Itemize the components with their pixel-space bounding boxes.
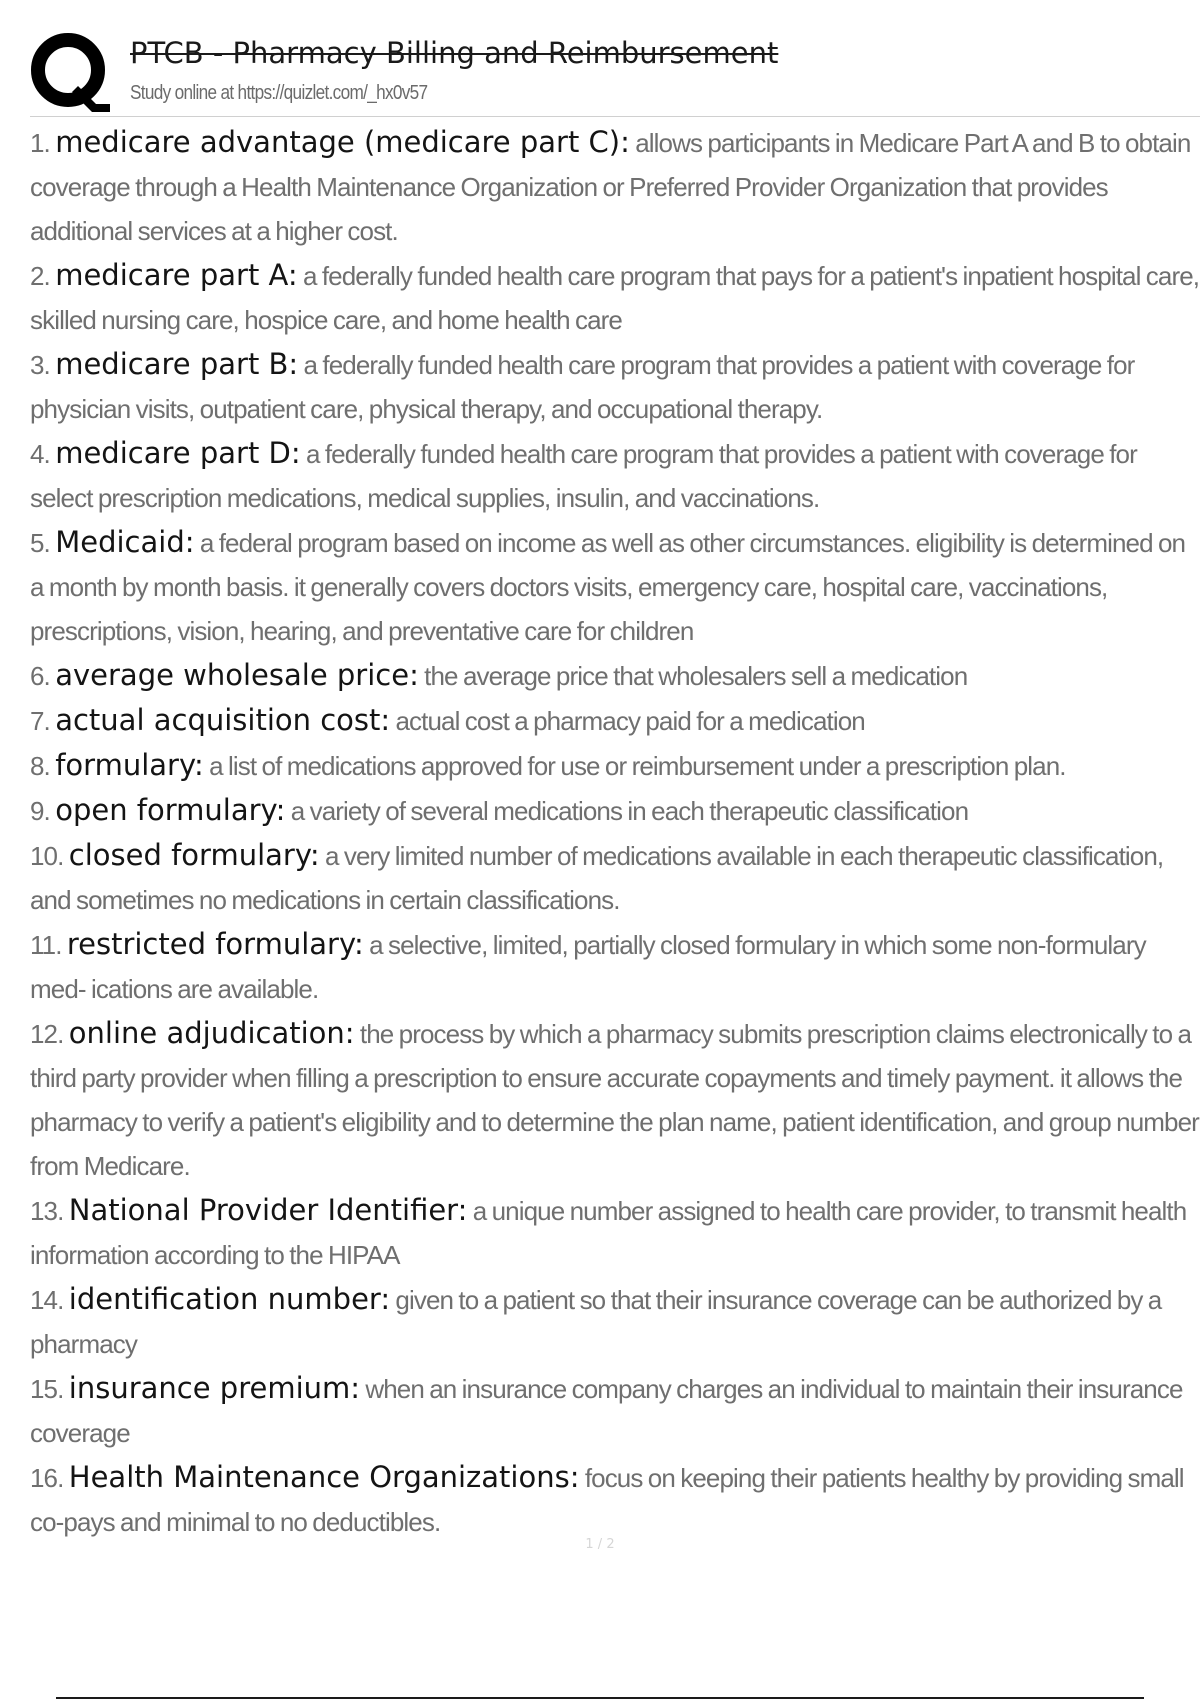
term-item bbox=[30, 922, 1200, 1011]
term-name: average wholesale price: bbox=[55, 658, 419, 692]
term-definition: a unique number assigned to health care provider, to transmit health information according to the HIPAA bbox=[30, 1196, 1187, 1270]
term-name: restricted formulary: bbox=[66, 927, 364, 961]
term-item bbox=[30, 1277, 1200, 1366]
term-item bbox=[30, 1366, 1200, 1455]
term-number: 3. bbox=[30, 350, 50, 380]
term-number: 15. bbox=[30, 1374, 64, 1404]
term-number: 8. bbox=[30, 751, 50, 781]
term-item bbox=[30, 1188, 1200, 1277]
term-item bbox=[30, 342, 1200, 431]
term-number: 5. bbox=[30, 528, 50, 558]
term-item bbox=[30, 788, 1200, 833]
term-number: 10. bbox=[30, 841, 64, 871]
term-name: open formulary: bbox=[55, 793, 286, 827]
term-item bbox=[30, 653, 1200, 698]
term-item bbox=[30, 698, 1200, 743]
footer-divider bbox=[56, 1697, 1144, 1699]
term-number: 2. bbox=[30, 261, 50, 291]
header-divider bbox=[30, 116, 1200, 117]
term-number: 6. bbox=[30, 661, 50, 691]
term-number: 14. bbox=[30, 1285, 64, 1315]
term-name: closed formulary: bbox=[68, 838, 320, 872]
term-item bbox=[30, 120, 1200, 253]
term-definition: the process by which a pharmacy submits prescription claims electronically to a third party provider when filling a prescription to ensure accurate copayments and timely payment. it allows the pharmacy to verify a patient's eligibility and to determine the plan name, patient identification, and group number from Medicare. bbox=[30, 1019, 1199, 1181]
term-name: identification number: bbox=[68, 1282, 391, 1316]
term-definition: a federally funded health care program that pays for a patient's inpatient hospital care, skilled nursing care, hospice care, and home health care bbox=[30, 261, 1200, 335]
term-item bbox=[30, 1455, 1200, 1544]
study-online-link[interactable]: Study online at https://quizlet.com/_hx0v57 bbox=[130, 82, 428, 104]
page-number: 1 / 2 bbox=[585, 1537, 615, 1552]
term-item bbox=[30, 520, 1200, 653]
term-number: 11. bbox=[30, 930, 62, 960]
document-header bbox=[30, 30, 1140, 120]
term-number: 7. bbox=[30, 706, 50, 736]
term-number: 9. bbox=[30, 796, 50, 826]
document-title: PTCB - Pharmacy Billing and Reimbursement bbox=[130, 36, 779, 70]
term-name: medicare part D: bbox=[55, 436, 301, 470]
term-number: 13. bbox=[30, 1196, 64, 1226]
term-item bbox=[30, 833, 1200, 922]
term-list bbox=[30, 120, 1200, 1544]
term-definition: actual cost a pharmacy paid for a medication bbox=[395, 706, 865, 736]
term-item bbox=[30, 253, 1200, 342]
term-definition: a federally funded health care program that provides a patient with coverage for select prescription medications, medical supplies, insulin, and vaccinations. bbox=[30, 439, 1137, 513]
term-name: National Provider Identifier: bbox=[68, 1193, 468, 1227]
quizlet-logo-icon bbox=[30, 32, 112, 114]
term-definition: a very limited number of medications available in each therapeutic classification, and sometimes no medications in certain classifications. bbox=[30, 841, 1164, 915]
term-definition: the average price that wholesalers sell a medication bbox=[424, 661, 968, 691]
term-definition: a federal program based on income as well as other circumstances. eligibility is determined on a month by month basis. it generally covers doctors visits, emergency care, hospital care, vaccinations, prescriptions, vision, hearing, and preventative care for children bbox=[30, 528, 1186, 646]
term-item bbox=[30, 743, 1200, 788]
term-name: insurance premium: bbox=[68, 1371, 361, 1405]
term-name: actual acquisition cost: bbox=[55, 703, 391, 737]
term-number: 16. bbox=[30, 1463, 64, 1493]
term-definition: allows participants in Medicare Part A and B to obtain coverage through a Health Maintenance Organization or Preferred Provider Organization that provides additional services at a higher cost. bbox=[30, 128, 1191, 246]
term-number: 12. bbox=[30, 1019, 64, 1049]
term-definition: given to a patient so that their insurance coverage can be authorized by a pharmacy bbox=[30, 1285, 1162, 1359]
term-number: 4. bbox=[30, 439, 50, 469]
term-name: medicare part B: bbox=[55, 347, 299, 381]
term-definition: when an insurance company charges an individual to maintain their insurance coverage bbox=[30, 1374, 1183, 1448]
term-name: Medicaid: bbox=[55, 525, 195, 559]
term-definition: a selective, limited, partially closed formulary in which some non-formulary med- ications are available. bbox=[30, 930, 1146, 1004]
term-name: formulary: bbox=[55, 748, 204, 782]
term-name: Health Maintenance Organizations: bbox=[68, 1460, 580, 1494]
term-definition: a federally funded health care program that provides a patient with coverage for physician visits, outpatient care, physical therapy, and occupational therapy. bbox=[30, 350, 1135, 424]
term-definition: focus on keeping their patients healthy by providing small co-pays and minimal to no deductibles. bbox=[30, 1463, 1184, 1537]
term-number: 1. bbox=[30, 128, 50, 158]
term-definition: a variety of several medications in each therapeutic classification bbox=[290, 796, 969, 826]
term-name: medicare advantage (medicare part C): bbox=[55, 125, 630, 159]
term-item bbox=[30, 1011, 1200, 1188]
term-definition: a list of medications approved for use or reimbursement under a prescription plan. bbox=[209, 751, 1066, 781]
term-name: medicare part A: bbox=[55, 258, 298, 292]
term-name: online adjudication: bbox=[68, 1016, 355, 1050]
term-item bbox=[30, 431, 1200, 520]
